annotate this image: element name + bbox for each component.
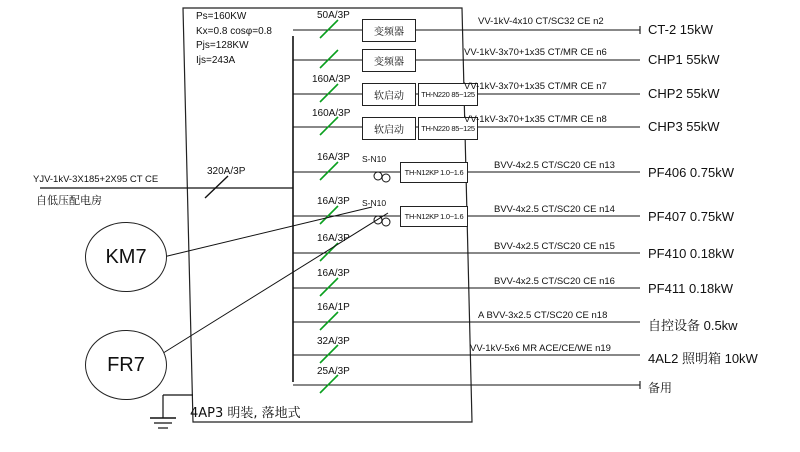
branch-0-cable: VV-1kV-4x10 CT/SC32 CE n2 (478, 16, 604, 27)
main-breaker-label: 320A/3P (207, 166, 246, 177)
branch-1-cable: VV-1kV-3x70+1x35 CT/MR CE n6 (464, 47, 607, 58)
branch-4-load: PF406 0.75kW (648, 165, 734, 180)
branch-3-breaker: 160A/3P (312, 108, 351, 119)
branch-8-load: 自控设备 0.5kw (648, 318, 738, 333)
branch-2-thermal-relay[interactable]: TH-N220 85~125 (418, 83, 478, 106)
branch-6-cable: BVV-4x2.5 CT/SC20 CE n15 (494, 241, 615, 252)
branch-9-cable: VV-1kV-5x6 MR ACE/CE/WE n19 (470, 343, 611, 354)
branch-4-thermal-relay[interactable]: TH-N12KP 1.0~1.6 (400, 162, 468, 183)
branch-5-contactor: S-N10 (362, 198, 387, 208)
branch-10-breaker: 25A/3P (317, 366, 350, 377)
branch-1-load: CHP1 55kW (648, 52, 720, 67)
branch-5-cable: BVV-4x2.5 CT/SC20 CE n14 (494, 204, 615, 215)
panel-parameters (196, 10, 272, 68)
branch-3-cable: VV-1kV-3x70+1x35 CT/MR CE n8 (464, 114, 607, 125)
branch-5-thermal-relay[interactable]: TH-N12KP 1.0~1.6 (400, 206, 468, 227)
branch-2-load: CHP2 55kW (648, 86, 720, 101)
relay-circle-km7-label: KM7 (105, 245, 147, 268)
incoming-cable-label: YJV-1kV-3X185+2X95 CT CE (33, 174, 159, 185)
branch-8-cable: A BVV-3x2.5 CT/SC20 CE n18 (478, 310, 608, 321)
branch-3-thermal-relay[interactable]: TH-N220 85~125 (418, 117, 478, 140)
incoming-source-label: 自低压配电房 (36, 194, 102, 207)
branch-6-load: PF410 0.18kW (648, 246, 734, 261)
branch-0-load: CT-2 15kW (648, 22, 714, 37)
branch-3-load: CHP3 55kW (648, 119, 720, 134)
branch-8-breaker: 16A/1P (317, 302, 350, 313)
relay-circle-fr7-label: FR7 (107, 353, 145, 376)
branch-0-breaker: 50A/3P (317, 10, 350, 21)
branch-9-load: 4AL2 照明箱 10kW (648, 351, 758, 366)
branch-0-device[interactable]: 变频器 (362, 19, 416, 42)
relay-circle-fr7[interactable] (85, 330, 167, 400)
branch-3-device[interactable]: 软启动 (362, 117, 416, 140)
branch-7-load: PF411 0.18kW (648, 281, 734, 296)
branch-10-load: 备用 (648, 381, 673, 395)
panel-param-2: Pjs=128KW (196, 40, 249, 51)
branch-6-breaker: 16A/3P (317, 233, 350, 244)
panel-param-3: Ijs=243A (196, 54, 236, 66)
branch-2-device[interactable]: 软启动 (362, 83, 416, 106)
branch-1-device[interactable]: 变频器 (362, 49, 416, 72)
branch-7-breaker: 16A/3P (317, 268, 350, 279)
branch-2-breaker: 160A/3P (312, 74, 351, 85)
branch-4-cable: BVV-4x2.5 CT/SC20 CE n13 (494, 160, 615, 171)
branch-2-cable: VV-1kV-3x70+1x35 CT/MR CE n7 (464, 81, 607, 92)
branch-5-load: PF407 0.75kW (648, 209, 734, 224)
branch-5-breaker: 16A/3P (317, 196, 350, 207)
relay-circle-km7[interactable] (85, 222, 167, 292)
panel-param-1: Kx=0.8 cosφ=0.8 (196, 25, 272, 37)
branch-9-breaker: 32A/3P (317, 336, 350, 347)
branch-7-cable: BVV-4x2.5 CT/SC20 CE n16 (494, 276, 615, 287)
branch-4-contactor: S-N10 (362, 154, 387, 164)
panel-param-0: Ps=160KW (196, 11, 247, 22)
panel-caption: 4AP3 明装, 落地式 (190, 406, 301, 421)
branch-4-breaker: 16A/3P (317, 152, 350, 163)
